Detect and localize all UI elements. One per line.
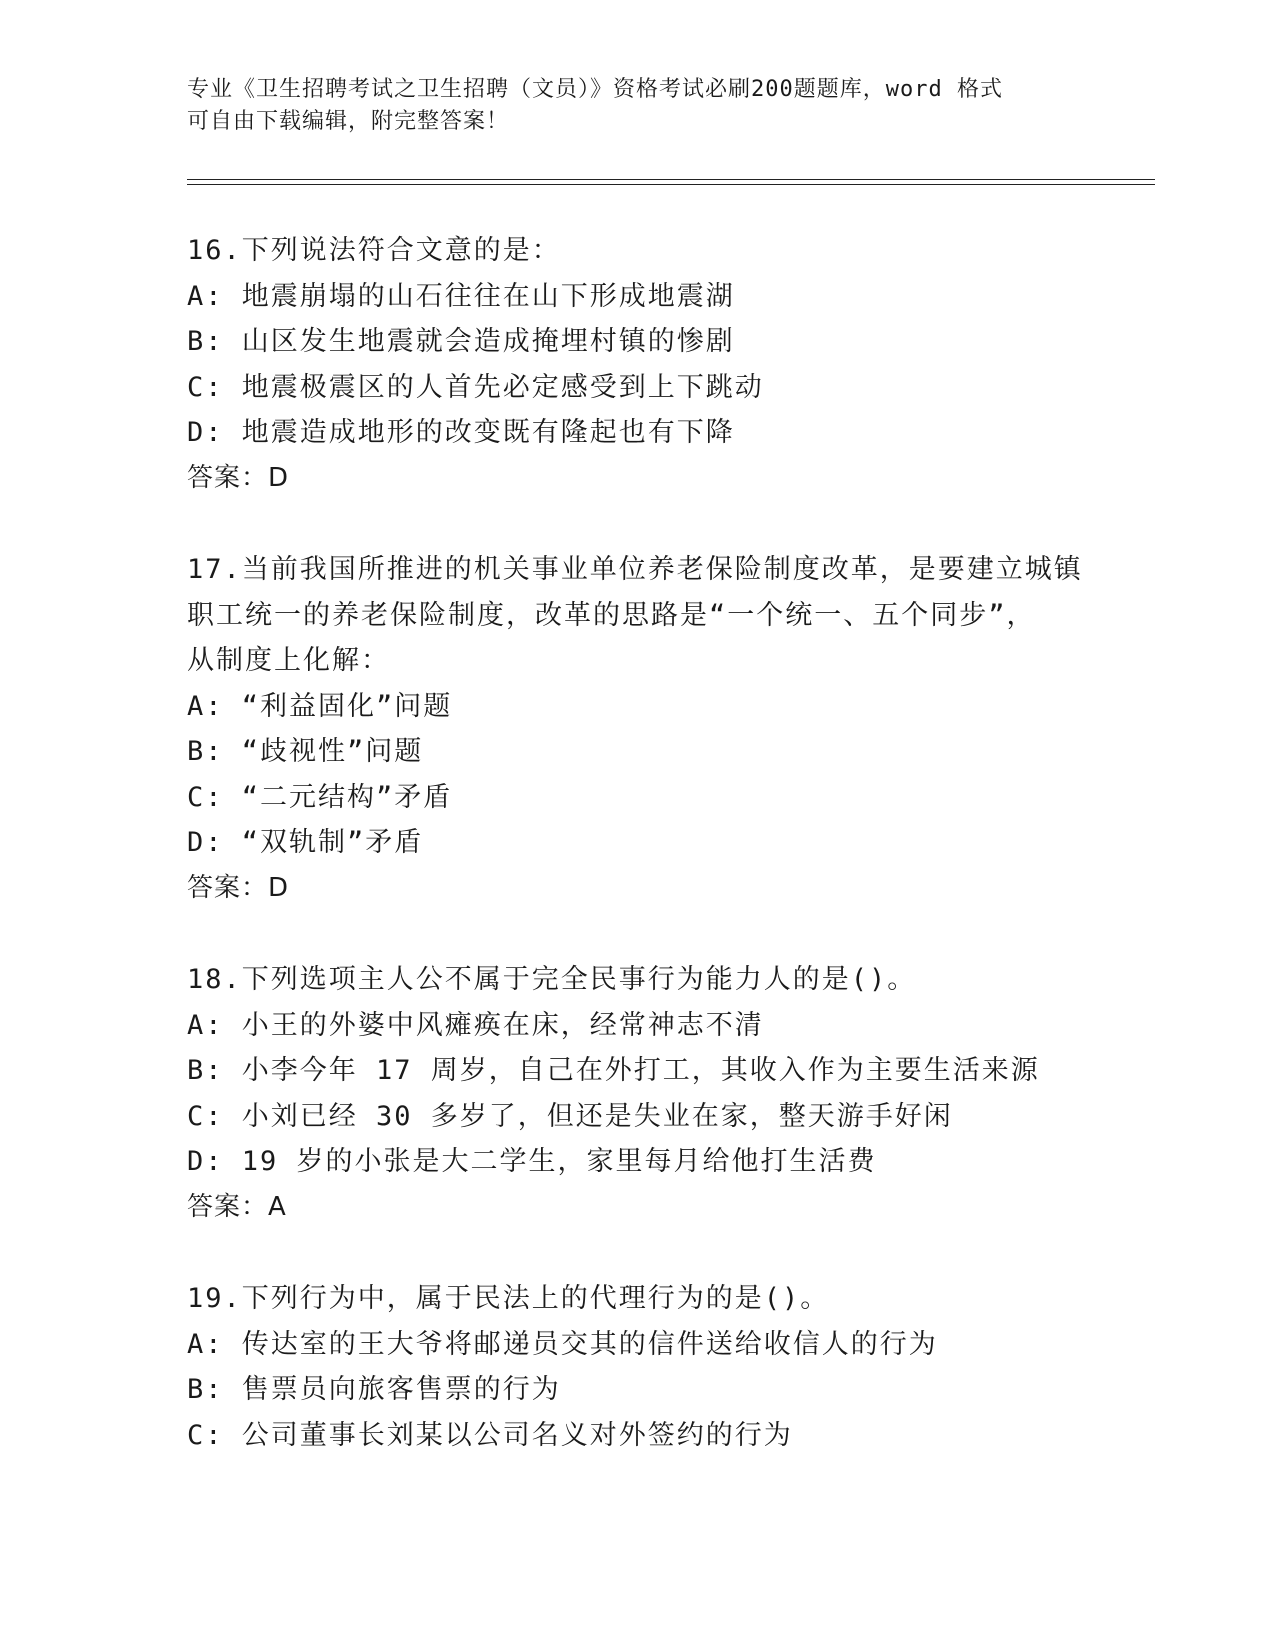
option-b: B: 山区发生地震就会造成掩埋村镇的惨剧	[187, 326, 735, 357]
question-list	[187, 228, 1087, 1504]
option-d: D: “双轨制”矛盾	[187, 827, 424, 858]
option-a: A: 地震崩塌的山石往往在山下形成地震湖	[187, 280, 735, 312]
question-17	[187, 547, 1087, 911]
header-rule-top	[187, 179, 1155, 180]
option-a: A: 小王的外婆中风瘫痪在床，经常神志不清	[187, 1009, 764, 1041]
question-stem-line-1: 17.当前我国所推进的机关事业单位养老保险制度改革，是要建立城镇	[187, 554, 1083, 585]
question-stem: 19.下列行为中，属于民法上的代理行为的是()。	[187, 1283, 830, 1314]
question-16	[187, 228, 1087, 501]
option-c: C: “二元结构”矛盾	[187, 781, 453, 813]
answer-text: 答案：D	[187, 872, 290, 903]
option-d: D: 地震造成地形的改变既有隆起也有下降	[187, 417, 735, 448]
option-c: C: 小刘已经 30 多岁了，但还是失业在家，整天游手好闲	[187, 1100, 953, 1132]
document-header	[187, 74, 1087, 138]
option-c: C: 地震极震区的人首先必定感受到上下跳动	[187, 371, 764, 403]
question-stem-line-2: 职工统一的养老保险制度，改革的思路是“一个统一、五个同步”，	[187, 599, 1036, 631]
option-b: B: “歧视性”问题	[187, 736, 424, 767]
question-stem-line-3: 从制度上化解：	[187, 645, 390, 676]
option-b: B: 售票员向旅客售票的行为	[187, 1374, 561, 1405]
question-stem: 16.下列说法符合文意的是：	[187, 235, 561, 266]
header-line-2: 可自由下载编辑，附完整答案！	[187, 109, 510, 134]
option-b: B: 小李今年 17 周岁，自己在外打工，其收入作为主要生活来源	[187, 1055, 1040, 1086]
option-a: A: “利益固化”问题	[187, 690, 453, 722]
option-d: D: 19 岁的小张是大二学生，家里每月给他打生活费	[187, 1146, 877, 1177]
question-stem: 18.下列选项主人公不属于完全民事行为能力人的是()。	[187, 964, 917, 995]
question-18	[187, 957, 1087, 1230]
option-c: C: 公司董事长刘某以公司名义对外签约的行为	[187, 1419, 793, 1451]
question-19	[187, 1276, 1087, 1458]
answer-text: 答案：A	[187, 1191, 287, 1222]
header-rule-bottom	[187, 184, 1155, 185]
answer-text: 答案：D	[187, 462, 290, 493]
header-line-1: 专业《卫生招聘考试之卫生招聘（文员）》资格考试必刷200题题库，word 格式	[187, 77, 1003, 102]
option-a: A: 传达室的王大爷将邮递员交其的信件送给收信人的行为	[187, 1328, 938, 1360]
